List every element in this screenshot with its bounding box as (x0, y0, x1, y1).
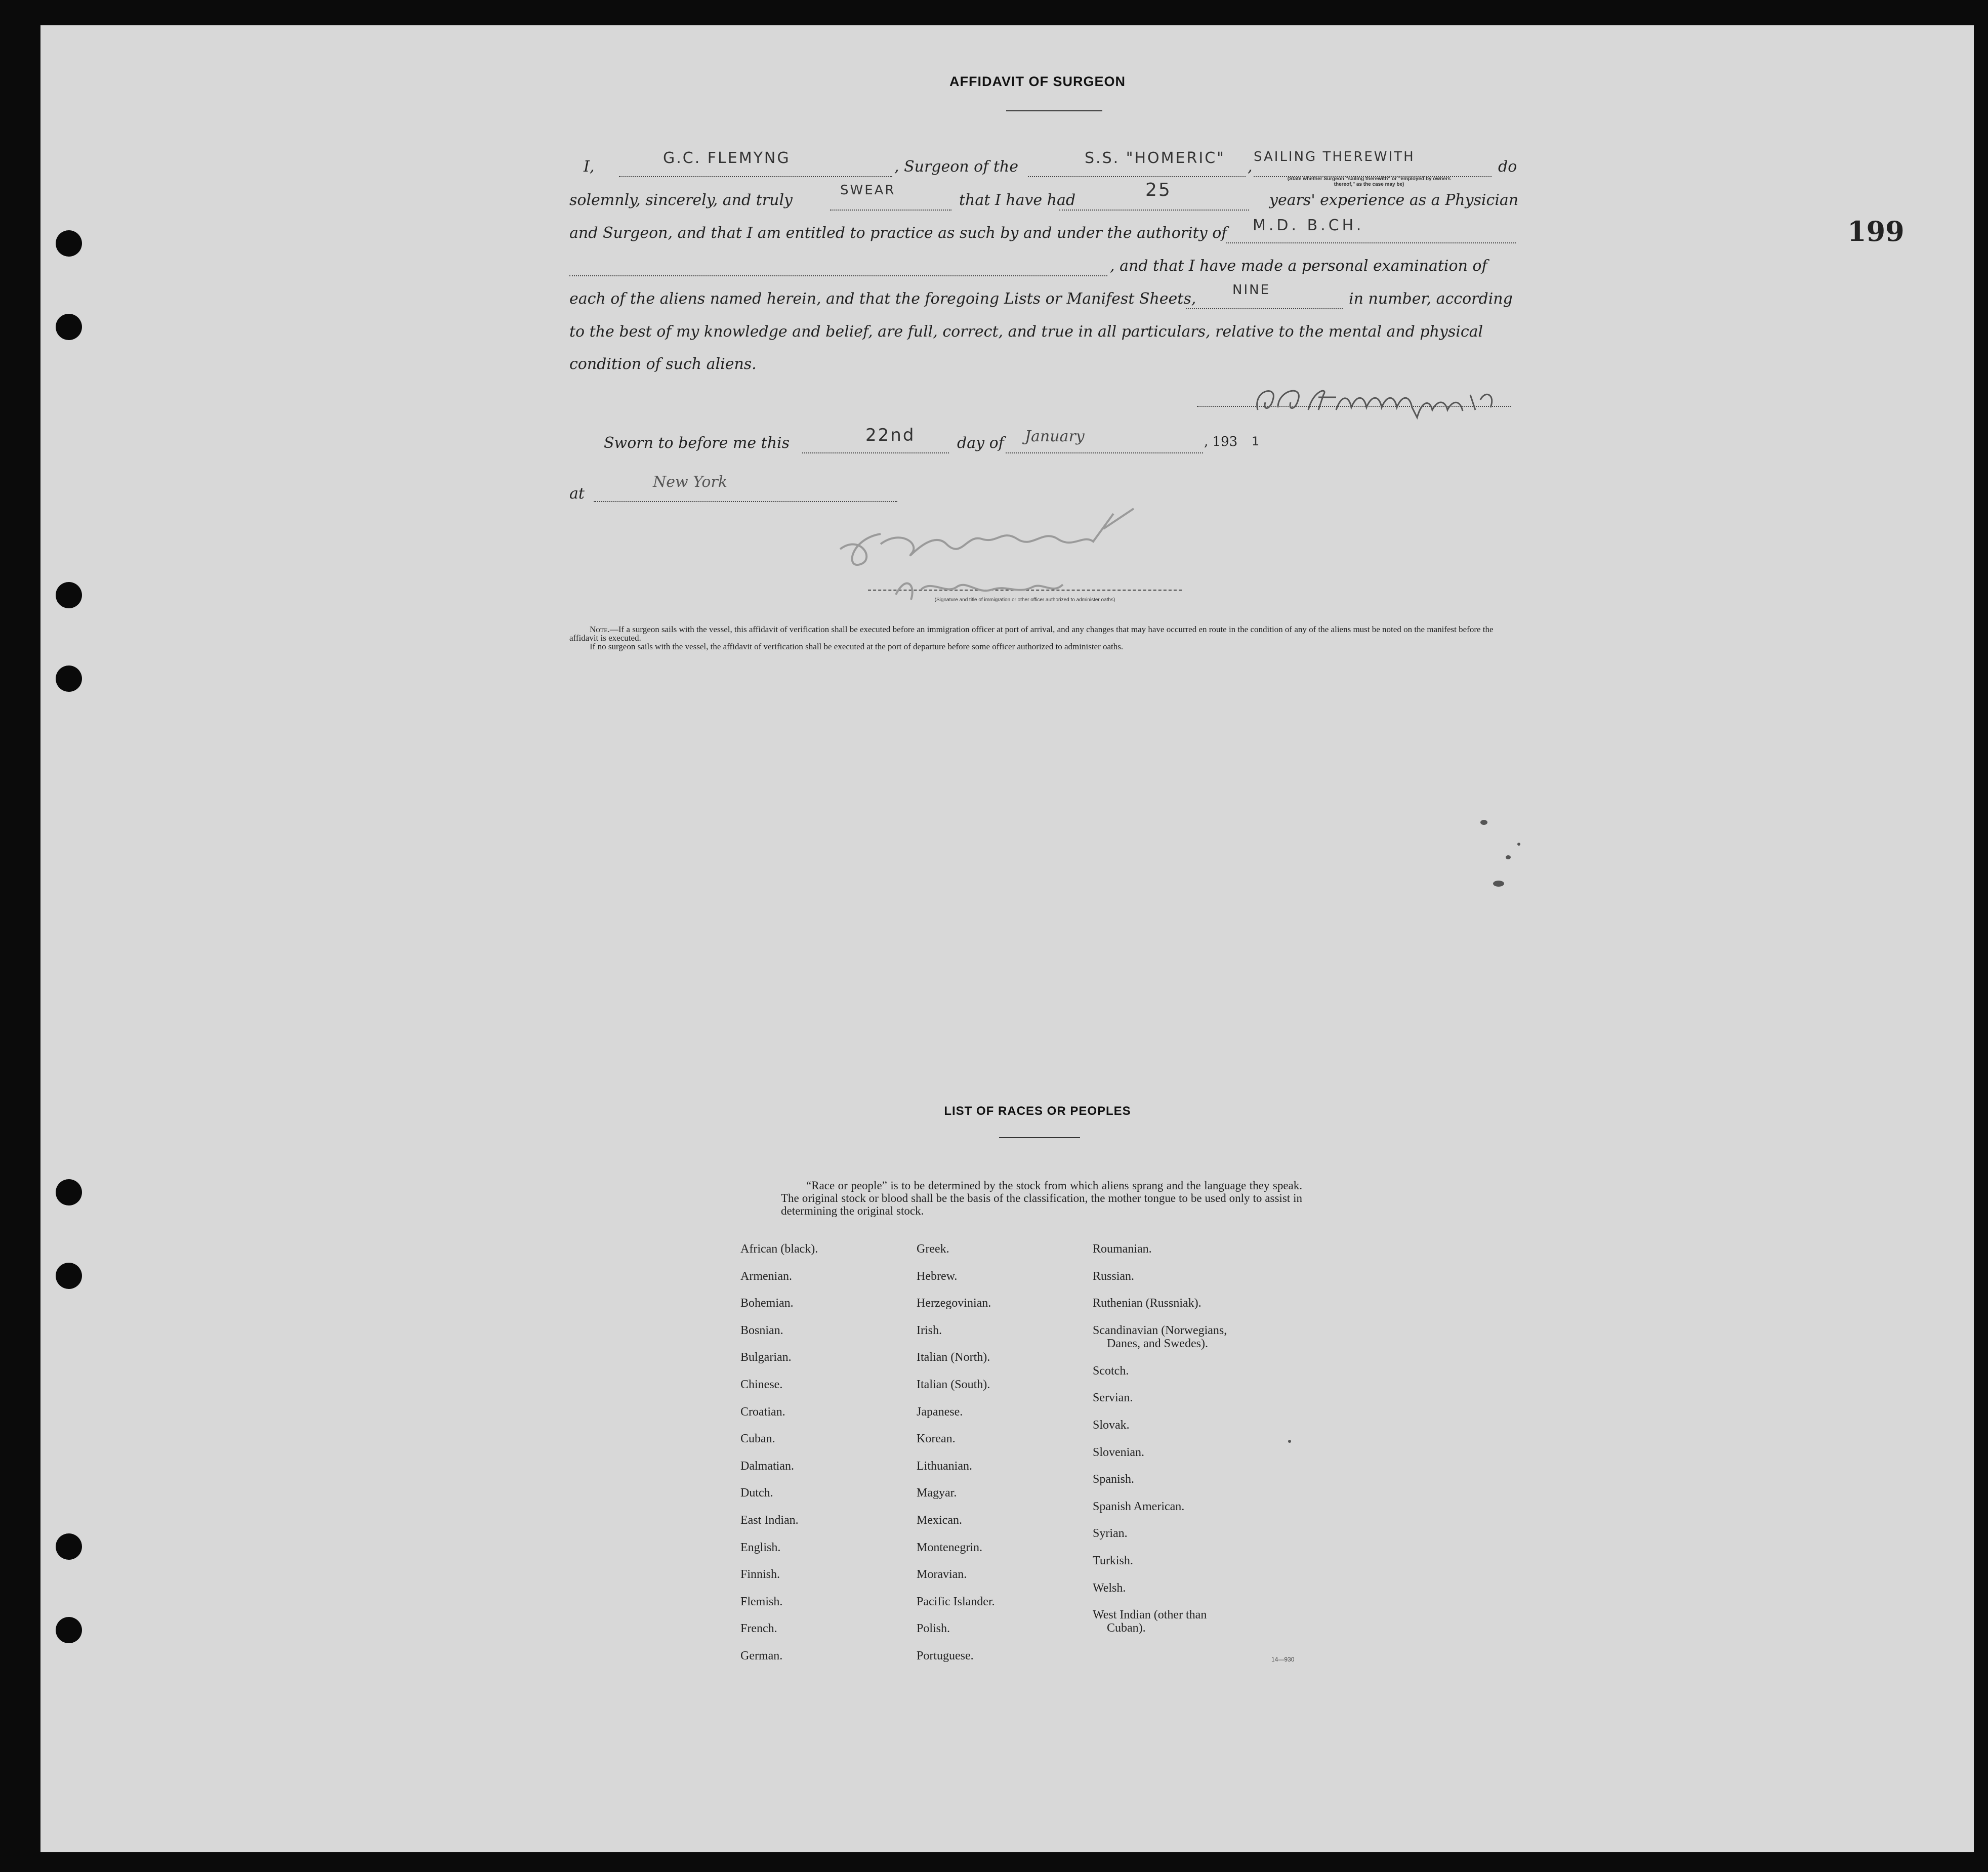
years-value: 25 (1145, 180, 1172, 200)
race-item: Bohemian. (740, 1297, 794, 1310)
races-title-rule (999, 1137, 1080, 1138)
line4-suffix: , and that I have made a personal examination of (1110, 257, 1487, 275)
binder-hole (56, 1617, 82, 1643)
race-item: Chinese. (740, 1378, 783, 1391)
line6: to the best of my knowledge and belief, are full, correct, and true in all particulars, relative to the mental and physical (569, 323, 1483, 341)
race-item: Bulgarian. (740, 1351, 792, 1364)
race-item: Finnish. (740, 1568, 780, 1582)
surgeon-name-value: G.C. FLEMYNG (663, 149, 791, 167)
race-item: Lithuanian. (917, 1459, 972, 1473)
affidavit-title: AFFIDAVIT OF SURGEON (949, 74, 1126, 89)
binder-hole (56, 230, 82, 257)
race-item: Hebrew. (917, 1269, 958, 1283)
line5-prefix: each of the aliens named herein, and that the foregoing Lists or Manifest Sheets, (569, 290, 1196, 308)
authority-continued-field (569, 260, 1107, 276)
line5-suffix: in number, according (1349, 290, 1513, 308)
race-item: Servian. (1093, 1391, 1133, 1405)
manifest-sheet (40, 25, 1974, 1852)
ink-speck (1493, 881, 1504, 887)
race-item: Dutch. (740, 1486, 773, 1500)
race-item: Turkish. (1093, 1554, 1133, 1567)
race-item: Korean. (917, 1432, 956, 1446)
line2-prefix: solemnly, sincerely, and truly (569, 191, 793, 209)
race-item: French. (740, 1622, 777, 1636)
line1-suffix: do (1498, 158, 1517, 176)
race-item: Syrian. (1093, 1527, 1128, 1541)
binder-hole (56, 1179, 82, 1205)
race-item: Pacific Islander. (917, 1595, 995, 1608)
officer-caption: (Signature and title of immigration or other officer authorized to administer oaths) (934, 597, 1115, 603)
race-item: Bosnian. (740, 1323, 783, 1337)
sworn-prefix: Sworn to before me this (604, 434, 790, 452)
binder-hole (56, 314, 82, 340)
race-item (1093, 1608, 1305, 1649)
race-item: Welsh. (1093, 1581, 1126, 1595)
note-line1: —If a surgeon sails with the vessel, this affidavit of verification shall be executed before an immigration officer at port of arrival, and any changes that may have occurred en route in the condition of any of the aliens must be noted on the manifest before the affidavit is executed. (569, 625, 1494, 643)
race-item: Roumanian. (1093, 1242, 1152, 1256)
sheets-value: NINE (1232, 282, 1270, 298)
race-item: Russian. (1093, 1269, 1135, 1283)
races-intro: “Race or people” is to be determined by the stock from which aliens sprang and the language they speak. The original stock or blood shall be the basis of the classification, the mother tongue to be used only to assist in determining the original stock. (781, 1179, 1302, 1217)
form-code: 14—930 (1271, 1656, 1295, 1663)
binder-hole (56, 1533, 82, 1560)
place-value: New York (653, 473, 727, 491)
note-label: Note. (590, 625, 610, 634)
status-value: SAILING THEREWITH (1254, 149, 1415, 164)
race-item: Mexican. (917, 1513, 962, 1527)
binder-hole (56, 1263, 82, 1289)
binder-hole (56, 582, 82, 608)
race-item-line: Scandinavian (Norwegians, (1093, 1323, 1227, 1337)
page-number: 199 (1847, 215, 1904, 247)
line2-mid: that I have had (959, 191, 1076, 209)
year-digit: 1 (1252, 434, 1261, 448)
surgeon-signature (1248, 380, 1521, 420)
race-item: Spanish American. (1093, 1500, 1185, 1513)
race-item: African (black). (740, 1242, 818, 1256)
races-column-2 (917, 1242, 1089, 1677)
line1-comma: , (1248, 158, 1253, 176)
race-item: Croatian. (740, 1405, 785, 1419)
race-item: Cuban. (740, 1432, 775, 1446)
race-item: Italian (South). (917, 1378, 990, 1391)
note-line2: If no surgeon sails with the vessel, the affidavit of verification shall be executed at the port of departure before some officer authorized to administer oaths. (590, 642, 1124, 651)
races-column-3 (1093, 1242, 1305, 1649)
race-item: German. (740, 1649, 783, 1662)
race-item: English. (740, 1541, 781, 1554)
title-rule (1006, 110, 1102, 111)
race-item: Herzegovinian. (917, 1297, 991, 1310)
sworn-mid: day of (957, 434, 1004, 452)
status-hint: (State whether Surgeon "sailing therewith" or "employed by owners thereof," as the case may be) (1287, 176, 1451, 187)
authority-value: M.D. B.CH. (1253, 217, 1364, 234)
ink-speck (1517, 843, 1520, 846)
race-item: East Indian. (740, 1513, 799, 1527)
race-item: Magyar. (917, 1486, 957, 1500)
oath-value: SWEAR (840, 183, 896, 198)
race-item: Scotch. (1093, 1364, 1129, 1378)
at-label: at (569, 485, 585, 503)
race-item-line: Cuban). (1107, 1621, 1146, 1635)
race-item-line: West Indian (other than (1093, 1608, 1207, 1622)
officer-signature (830, 498, 1184, 610)
line3-prefix: and Surgeon, and that I am entitled to practice as such by and under the authority of (569, 224, 1227, 242)
ink-speck (1480, 820, 1487, 825)
ink-speck (1506, 855, 1511, 859)
races-title: LIST OF RACES OR PEOPLES (944, 1104, 1131, 1118)
race-item: Italian (North). (917, 1351, 990, 1364)
race-item: Montenegrin. (917, 1541, 982, 1554)
race-item (1093, 1324, 1305, 1364)
line1-mid: , Surgeon of the (894, 158, 1018, 176)
race-item: Dalmatian. (740, 1459, 794, 1473)
binder-hole (56, 665, 82, 692)
race-item: Ruthenian (Russniak). (1093, 1297, 1202, 1310)
line2-suffix: years' experience as a Physician (1269, 191, 1519, 209)
race-item: Slovenian. (1093, 1445, 1144, 1459)
race-item: Flemish. (740, 1595, 783, 1608)
race-item: Irish. (917, 1323, 942, 1337)
race-item: Japanese. (917, 1405, 963, 1419)
races-column-1 (740, 1242, 913, 1677)
race-item: Greek. (917, 1242, 949, 1256)
race-item: Spanish. (1093, 1473, 1135, 1486)
race-item: Portuguese. (917, 1649, 974, 1662)
race-item: Moravian. (917, 1568, 967, 1582)
race-item: Armenian. (740, 1269, 792, 1283)
vessel-value: S.S. "HOMERIC" (1085, 149, 1225, 167)
year-prefix: , 193 (1204, 434, 1238, 449)
affidavit-note (569, 625, 1516, 651)
month-value: January (1025, 428, 1085, 445)
day-value: 22nd (865, 425, 916, 445)
race-item: Polish. (917, 1622, 950, 1636)
race-item-line: Danes, and Swedes). (1107, 1337, 1208, 1350)
line1-prefix: I, (584, 158, 595, 176)
line7: condition of such aliens. (569, 355, 757, 373)
race-item: Slovak. (1093, 1418, 1130, 1432)
